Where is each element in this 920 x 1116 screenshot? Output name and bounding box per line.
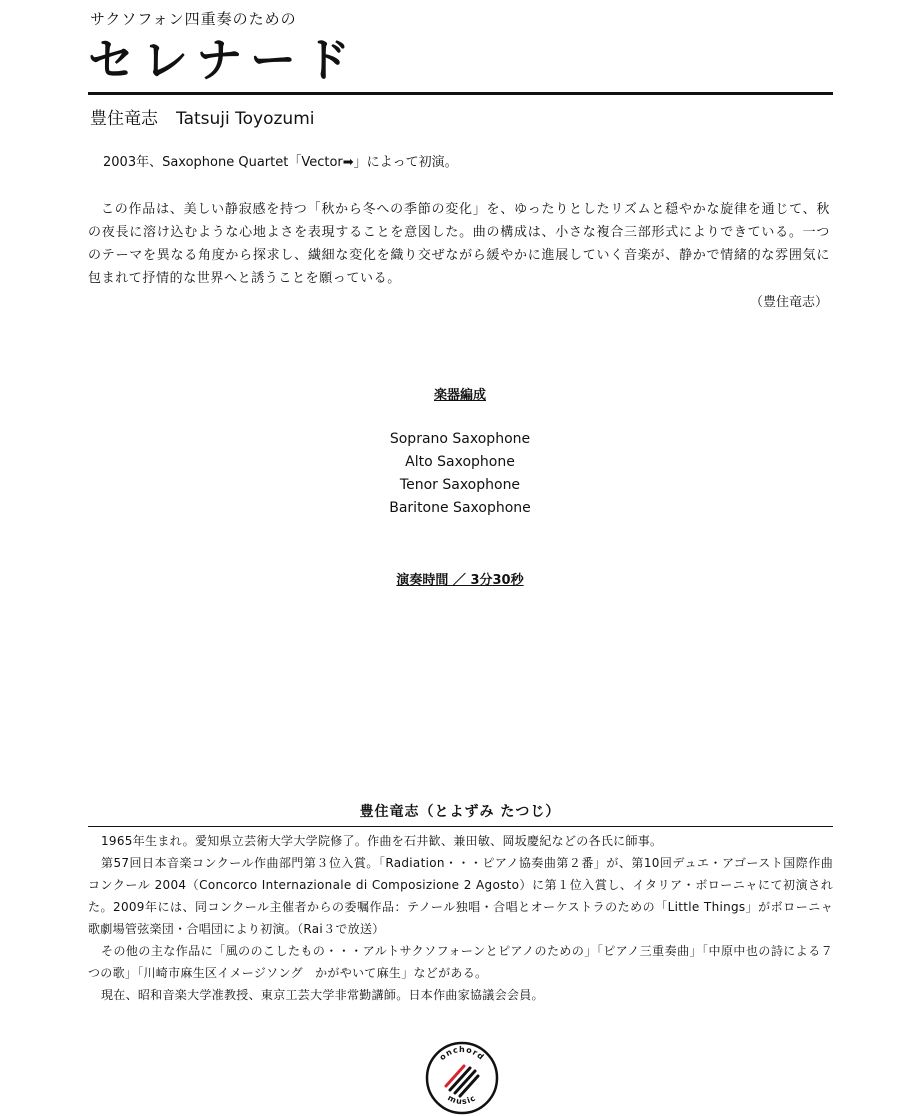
composer-name-en: Tatsuji Toyozumi [176,109,315,129]
biography-paragraph: 現在、昭和音楽大学准教授、東京工芸大学非常勤講師。日本作曲家協議会会員。 [101,988,544,1002]
composer-line [90,104,314,129]
biography-paragraph: その他の主な作品に「風ののこしたもの・・・アルトサクソフォーンとピアノのための」「ピアノ三重奏曲」「中原中也の詩による７つの歌」「川崎市麻生区イメージソング かがやいて麻生」などがある。 [88,944,833,980]
biography-paragraph: 1965年生まれ。愛知県立芸術大学大学院修了。作曲を石井歓、兼田敏、岡坂慶紀などの各氏に師事。 [101,834,663,848]
page-title: セレナード [88,33,358,87]
instrument-item: Baritone Saxophone [389,500,531,516]
instrumentation-heading: 楽器編成 [433,388,486,403]
logo-text-bottom: music [446,1093,478,1107]
performance-duration: 演奏時間 ／ 3分30秒 [396,573,524,588]
program-note-signature: （豊住竜志） [749,295,828,310]
title-divider [88,92,833,95]
biography-text [88,830,833,1006]
instrument-item: Alto Saxophone [405,454,515,470]
subtitle: サクソフォン四重奏のための [90,10,297,28]
instrument-list [0,428,920,520]
composer-name-ja: 豊住竜志 [90,109,158,129]
premiere-note: 2003年、Saxophone Quartet「Vector➡」によって初演。 [103,155,458,170]
publisher-logo-icon [424,1040,500,1116]
biography-paragraph: 第57回日本音楽コンクール作曲部門第３位入賞。「Radiation・・・ピアノ協奏曲第２番」が、第10回デュエ・アゴースト国際作曲コンクール 2004（Concorco Internazionale di Composizione 2 Agosto）に第１位入賞し、イタリア・ボローニャにて初演された。2009年には、同コンクール主催者からの委嘱作品：テノール独唱・合唱とオーケストラのための「Little Things」がボローニャ歌劇場管弦楽団・合唱団により初演。（Rai３で放送） [88,856,833,936]
program-note: この作品は、美しい静寂感を持つ「秋から冬への季節の変化」を、ゆったりとしたリズムと穏やかな旋律を通じて、秋の夜長に溶け込むような心地よさを表現することを意図した。曲の構成は、小さな複合三部形式によりできている。一つのテーマを異なる角度から探求し、繊細な変化を織り交ぜながら緩やかに進展していく音楽が、静かで情緒的な雰囲気に包まれて抒情的な世界へと誘うことを願っている。 [88,202,830,286]
instrument-item: Tenor Saxophone [399,477,521,493]
biography-heading: 豊住竜志（とよずみ たつじ） [359,804,561,820]
logo-text-top: onchord [437,1044,487,1063]
instrument-item: Soprano Saxophone [389,431,531,447]
biography-divider [88,826,833,827]
